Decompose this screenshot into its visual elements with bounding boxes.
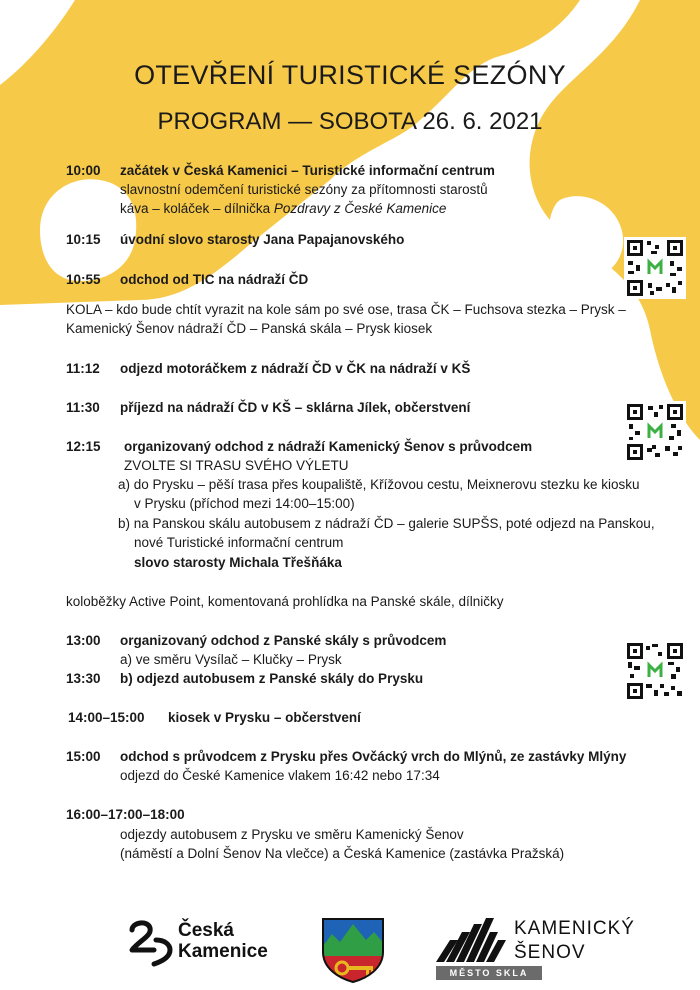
event-1330-title: b) odjezd autobusem z Panské skály do Prysku: [120, 671, 424, 686]
event-1500-line2: odjezd do České Kamenice vlakem 16:42 nebo 17:34: [120, 768, 440, 783]
time-1400: 14:00–15:00: [68, 710, 145, 725]
kola-line2: Kamenický Šenov nádraží ČD – Panská skála – Prysk kiosek: [66, 321, 433, 336]
qr-code-2: [624, 401, 686, 463]
page-title: OTEVŘENÍ TURISTICKÉ SEZÓNY: [134, 60, 566, 90]
event-1000-line3: [120, 200, 446, 218]
event-1000-line2: slavnostní odemčení turistické sezóny za přítomnosti starostů: [120, 182, 488, 197]
event-1000-line3-italic: Pozdravy z České Kamenice: [273, 201, 447, 216]
event-1215-b3: slovo starosty Michala Třešňáka: [134, 555, 342, 570]
time-1000: 10:00: [66, 163, 101, 178]
event-1600-line2: odjezdy autobusem z Prysku ve směru Kamenický Šenov: [120, 827, 464, 842]
ceska-kamenice-mark-icon: [126, 918, 178, 968]
event-1400-title: kiosek v Prysku – občerstvení: [168, 710, 361, 725]
qr-code-1: [624, 237, 686, 299]
ceska-kamenice-logo: [126, 918, 286, 968]
time-1130: 11:30: [66, 400, 100, 415]
page-subtitle: PROGRAM — SOBOTA 26. 6. 2021: [157, 108, 543, 135]
time-1112: 11:12: [66, 361, 100, 376]
time-1500: 15:00: [66, 749, 101, 764]
event-1500-title: odchod s průvodcem z Prysku přes Ovčácký vrch do Mlýnů, ze zastávky Mlýny: [120, 749, 627, 764]
event-1015-title: úvodní slovo starosty Jana Papajanovského: [120, 232, 405, 247]
coat-of-arms: [320, 916, 386, 984]
event-1215-b2: nové Turistické informační centrum: [134, 535, 344, 550]
time-1015: 10:15: [66, 232, 101, 247]
event-1000-title: začátek v Česká Kamenici – Turistické informační centrum: [120, 163, 495, 178]
ceska-kamenice-logo-line1: Česká: [178, 920, 234, 941]
kamenicky-senov-logo: [436, 914, 635, 980]
event-1215-a1: a) do Prysku – pěší trasa přes koupaliště, Křížovou cestu, Meixnerovu stezku ke kiosku: [118, 477, 640, 492]
event-1055-title: odchod od TIC na nádraží ČD: [120, 272, 309, 287]
kamenicky-senov-tagline: MĚSTO SKLA: [436, 966, 542, 980]
time-1330: 13:30: [66, 671, 101, 686]
event-1215-choose: ZVOLTE SI TRASU SVÉHO VÝLETU: [124, 458, 349, 473]
event-1112-title: odjezd motoráčkem z nádraží ČD v ČK na nádraží v KŠ: [120, 361, 471, 376]
glass-bars-icon: [436, 918, 510, 962]
qr-code-3: [624, 640, 686, 702]
kamenicky-senov-logo-line1: KAMENICKÝ: [514, 918, 635, 939]
event-1300-line2: a) ve směru Vysílač – Klučky – Prysk: [120, 652, 342, 667]
event-1130-title: příjezd na nádraží ČD v KŠ – sklárna Jílek, občerstvení: [120, 400, 471, 415]
ceska-kamenice-logo-line2: Kamenice: [178, 941, 268, 962]
kolobezky-line: koloběžky Active Point, komentovaná prohlídka na Panské skále, dílničky: [66, 594, 504, 609]
event-1000-line3-text: káva – koláček – dílnička: [120, 201, 274, 216]
time-1600: 16:00–17:00–18:00: [66, 807, 185, 822]
kamenicky-senov-logo-line2: ŠENOV: [514, 942, 586, 963]
kola-line1: KOLA – kdo bude chtít vyrazit na kole sám po své ose, trasa ČK – Fuchsova stezka – Prysk –: [66, 302, 626, 317]
event-1300-title: organizovaný odchod z Panské skály s průvodcem: [120, 633, 447, 648]
time-1215: 12:15: [66, 439, 101, 454]
event-1215-a2: v Prysku (příchod mezi 14:00–15:00): [134, 496, 355, 511]
event-1215-title: organizovaný odchod z nádraží Kamenický Šenov s průvodcem: [124, 439, 533, 454]
event-1215-b1: b) na Panskou skálu autobusem z nádraží ČD – galerie SUPŠS, poté odjezd na Panskou,: [118, 516, 655, 531]
time-1300: 13:00: [66, 633, 101, 648]
time-1055: 10:55: [66, 272, 101, 287]
event-1600-line3: (náměstí a Dolní Šenov Na vlečce) a Česká Kamenice (zastávka Pražská): [120, 846, 565, 861]
